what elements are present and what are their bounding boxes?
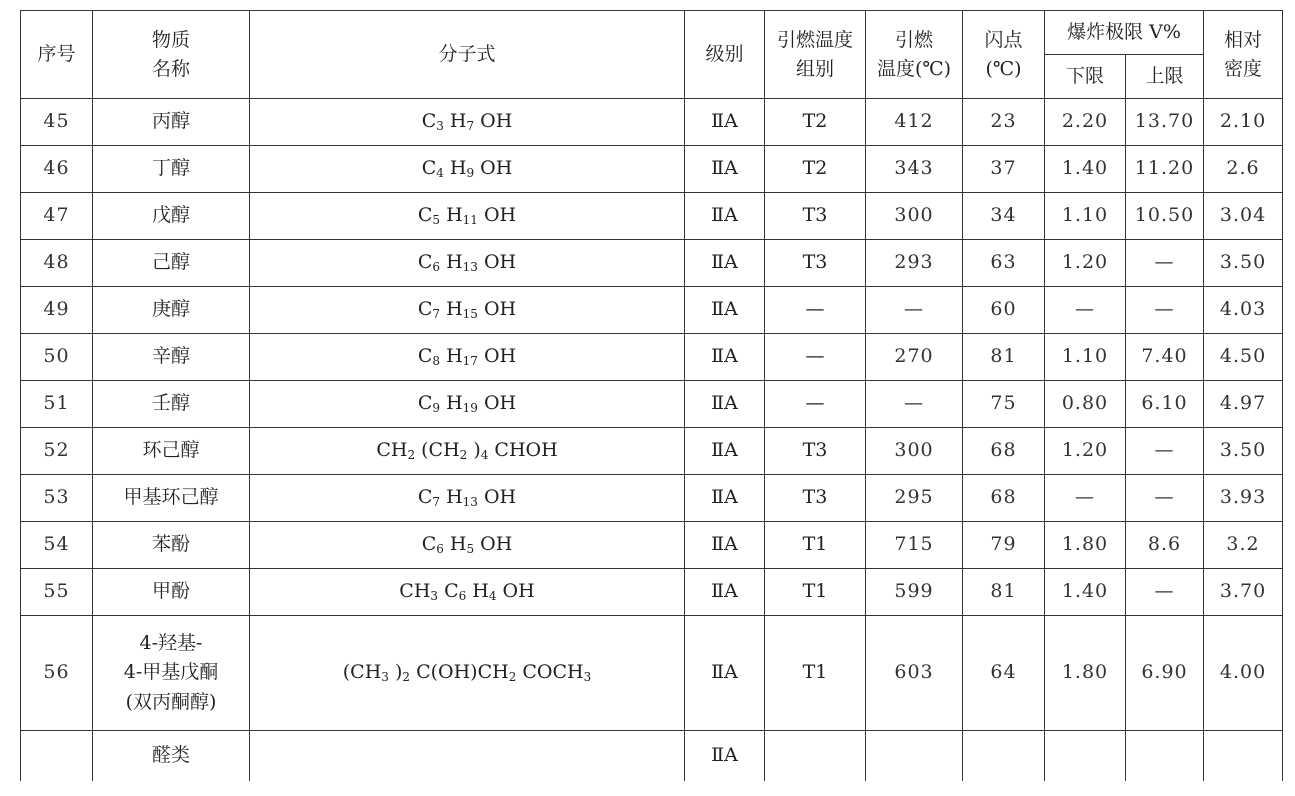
cell-grade: ⅡA	[685, 193, 765, 240]
cell-upper-limit: 7.40	[1126, 334, 1204, 381]
header-ignition-temp-text: 引燃 温度(℃)	[876, 29, 952, 80]
cell-density: 3.50	[1204, 240, 1283, 287]
cell-seq: 48	[21, 240, 93, 287]
header-name	[93, 11, 250, 99]
cell-name: 4-羟基- 4-甲基戊酮 (双丙酮醇)	[93, 616, 250, 731]
cell-name: 壬醇	[93, 381, 250, 428]
cell-formula: $C_3$ $H_7$ OH	[250, 99, 685, 146]
cell-ignition-temp: 295	[866, 475, 963, 522]
cell-ignition-temp: 293	[866, 240, 963, 287]
cell-lower-limit: 1.40	[1045, 569, 1126, 616]
cell-seq: 54	[21, 522, 93, 569]
cell-ignition-temp: 300	[866, 428, 963, 475]
cell-grade: ⅡA	[685, 334, 765, 381]
cell-seq: 51	[21, 381, 93, 428]
cell-name: 庚醇	[93, 287, 250, 334]
cell-density: 4.00	[1204, 616, 1283, 731]
cell-density: 3.93	[1204, 475, 1283, 522]
cell-flash-point	[963, 731, 1045, 782]
header-temp-group	[765, 11, 866, 99]
cell-flash-point: 81	[963, 334, 1045, 381]
cell-ignition-temp: 599	[866, 569, 963, 616]
cell-flash-point: 81	[963, 569, 1045, 616]
cell-seq	[21, 731, 93, 782]
cell-lower-limit: 1.10	[1045, 193, 1126, 240]
cell-flash-point: 64	[963, 616, 1045, 731]
cell-lower-limit: —	[1045, 287, 1126, 334]
cell-name: 辛醇	[93, 334, 250, 381]
cell-temp-group: T3	[765, 193, 866, 240]
chemical-properties-table	[20, 10, 1283, 781]
cell-grade: ⅡA	[685, 146, 765, 193]
cell-lower-limit: 1.80	[1045, 616, 1126, 731]
table-row	[21, 146, 1283, 193]
cell-upper-limit: 8.6	[1126, 522, 1204, 569]
cell-lower-limit: 1.10	[1045, 334, 1126, 381]
cell-density: 4.03	[1204, 287, 1283, 334]
cell-formula: $C_9$ $H_{19}$ OH	[250, 381, 685, 428]
cell-name: 甲酚	[93, 569, 250, 616]
cell-temp-group: T3	[765, 240, 866, 287]
header-density	[1204, 11, 1283, 99]
cell-seq: 49	[21, 287, 93, 334]
cell-lower-limit: 1.80	[1045, 522, 1126, 569]
cell-density: 4.97	[1204, 381, 1283, 428]
cell-upper-limit: —	[1126, 569, 1204, 616]
cell-seq: 45	[21, 99, 93, 146]
cell-name: 丁醇	[93, 146, 250, 193]
cell-temp-group: —	[765, 381, 866, 428]
cell-ignition-temp: —	[866, 287, 963, 334]
cell-temp-group: T1	[765, 569, 866, 616]
cell-seq: 50	[21, 334, 93, 381]
cell-seq: 52	[21, 428, 93, 475]
cell-temp-group: T2	[765, 99, 866, 146]
table-body	[21, 99, 1283, 782]
cell-ignition-temp: —	[866, 381, 963, 428]
cell-name: 醛类	[93, 731, 250, 782]
table-row	[21, 569, 1283, 616]
table-row	[21, 475, 1283, 522]
cell-ignition-temp: 715	[866, 522, 963, 569]
cell-ignition-temp: 270	[866, 334, 963, 381]
table-row	[21, 731, 1283, 782]
cell-formula: $C_7$ $H_{15}$ OH	[250, 287, 685, 334]
cell-temp-group	[765, 731, 866, 782]
cell-grade: ⅡA	[685, 522, 765, 569]
cell-ignition-temp	[866, 731, 963, 782]
cell-density: 3.50	[1204, 428, 1283, 475]
cell-flash-point: 63	[963, 240, 1045, 287]
cell-formula: $CH_3$ $C_6$ $H_4$ OH	[250, 569, 685, 616]
cell-name: 甲基环己醇	[93, 475, 250, 522]
header-flash-point-text: 闪点 (℃)	[984, 29, 1023, 80]
cell-formula: ($CH_3$ )$_2$ $C(OH)CH_2$ $COCH_3$	[250, 616, 685, 731]
header-upper: 上限	[1126, 55, 1204, 99]
cell-upper-limit: 6.10	[1126, 381, 1204, 428]
cell-seq: 56	[21, 616, 93, 731]
cell-formula: $C_6$ $H_5$ OH	[250, 522, 685, 569]
table-row	[21, 287, 1283, 334]
cell-lower-limit: 2.20	[1045, 99, 1126, 146]
cell-upper-limit: —	[1126, 240, 1204, 287]
header-explosion-limit: 爆炸极限 V%	[1045, 11, 1204, 55]
cell-grade: ⅡA	[685, 381, 765, 428]
cell-upper-limit	[1126, 731, 1204, 782]
cell-seq: 46	[21, 146, 93, 193]
cell-ignition-temp: 343	[866, 146, 963, 193]
cell-upper-limit: 6.90	[1126, 616, 1204, 731]
table-wrapper	[20, 10, 1286, 782]
table-row	[21, 428, 1283, 475]
cell-upper-limit: —	[1126, 287, 1204, 334]
cell-lower-limit: 0.80	[1045, 381, 1126, 428]
cell-temp-group: T2	[765, 146, 866, 193]
cell-grade: ⅡA	[685, 616, 765, 731]
cell-flash-point: 37	[963, 146, 1045, 193]
cell-ignition-temp: 300	[866, 193, 963, 240]
cell-temp-group: T3	[765, 475, 866, 522]
cell-temp-group: T1	[765, 522, 866, 569]
cell-formula	[250, 731, 685, 782]
cell-upper-limit: —	[1126, 475, 1204, 522]
cell-formula: $C_5$ $H_{11}$ OH	[250, 193, 685, 240]
cell-formula: $C_8$ $H_{17}$ OH	[250, 334, 685, 381]
header-lower: 下限	[1045, 55, 1126, 99]
cell-upper-limit: 13.70	[1126, 99, 1204, 146]
header-density-text: 相对 密度	[1224, 29, 1263, 80]
table-row	[21, 616, 1283, 731]
cell-flash-point: 75	[963, 381, 1045, 428]
header-flash-point	[963, 11, 1045, 99]
cell-density: 3.2	[1204, 522, 1283, 569]
cell-lower-limit: 1.20	[1045, 240, 1126, 287]
cell-grade: ⅡA	[685, 99, 765, 146]
table-row	[21, 522, 1283, 569]
cell-lower-limit: 1.40	[1045, 146, 1126, 193]
header-name-text: 物质 名称	[151, 29, 190, 80]
cell-name: 己醇	[93, 240, 250, 287]
header-grade: 级别	[685, 11, 765, 99]
cell-grade: ⅡA	[685, 731, 765, 782]
cell-name: 戊醇	[93, 193, 250, 240]
cell-flash-point: 68	[963, 475, 1045, 522]
cell-upper-limit: 10.50	[1126, 193, 1204, 240]
cell-temp-group: T1	[765, 616, 866, 731]
cell-flash-point: 79	[963, 522, 1045, 569]
cell-name: 丙醇	[93, 99, 250, 146]
cell-upper-limit: —	[1126, 428, 1204, 475]
cell-lower-limit: 1.20	[1045, 428, 1126, 475]
table-header	[21, 11, 1283, 99]
cell-upper-limit: 11.20	[1126, 146, 1204, 193]
cell-lower-limit	[1045, 731, 1126, 782]
cell-temp-group: T3	[765, 428, 866, 475]
cell-seq: 55	[21, 569, 93, 616]
table-row	[21, 240, 1283, 287]
cell-density	[1204, 731, 1283, 782]
cell-formula: $C_7$ $H_{13}$ OH	[250, 475, 685, 522]
cell-flash-point: 23	[963, 99, 1045, 146]
table-row	[21, 334, 1283, 381]
cell-formula: $CH_2$ ($CH_2$ )$_4$ CHOH	[250, 428, 685, 475]
cell-grade: ⅡA	[685, 428, 765, 475]
header-ignition-temp	[866, 11, 963, 99]
cell-density: 3.04	[1204, 193, 1283, 240]
table-row	[21, 193, 1283, 240]
cell-seq: 53	[21, 475, 93, 522]
cell-lower-limit: —	[1045, 475, 1126, 522]
header-temp-group-text: 引燃温度 组别	[776, 29, 853, 80]
cell-grade: ⅡA	[685, 569, 765, 616]
cell-formula: $C_6$ $H_{13}$ OH	[250, 240, 685, 287]
cell-density: 3.70	[1204, 569, 1283, 616]
cell-ignition-temp: 412	[866, 99, 963, 146]
header-formula: 分子式	[250, 11, 685, 99]
cell-flash-point: 34	[963, 193, 1045, 240]
cell-flash-point: 68	[963, 428, 1045, 475]
cell-grade: ⅡA	[685, 240, 765, 287]
cell-density: 2.6	[1204, 146, 1283, 193]
header-seq: 序号	[21, 11, 93, 99]
cell-temp-group: —	[765, 287, 866, 334]
cell-name: 环己醇	[93, 428, 250, 475]
cell-density: 4.50	[1204, 334, 1283, 381]
cell-flash-point: 60	[963, 287, 1045, 334]
table-row	[21, 99, 1283, 146]
cell-grade: ⅡA	[685, 287, 765, 334]
cell-grade: ⅡA	[685, 475, 765, 522]
cell-density: 2.10	[1204, 99, 1283, 146]
cell-seq: 47	[21, 193, 93, 240]
cell-ignition-temp: 603	[866, 616, 963, 731]
cell-name: 苯酚	[93, 522, 250, 569]
cell-temp-group: —	[765, 334, 866, 381]
table-row	[21, 381, 1283, 428]
cell-formula: $C_4$ $H_9$ OH	[250, 146, 685, 193]
